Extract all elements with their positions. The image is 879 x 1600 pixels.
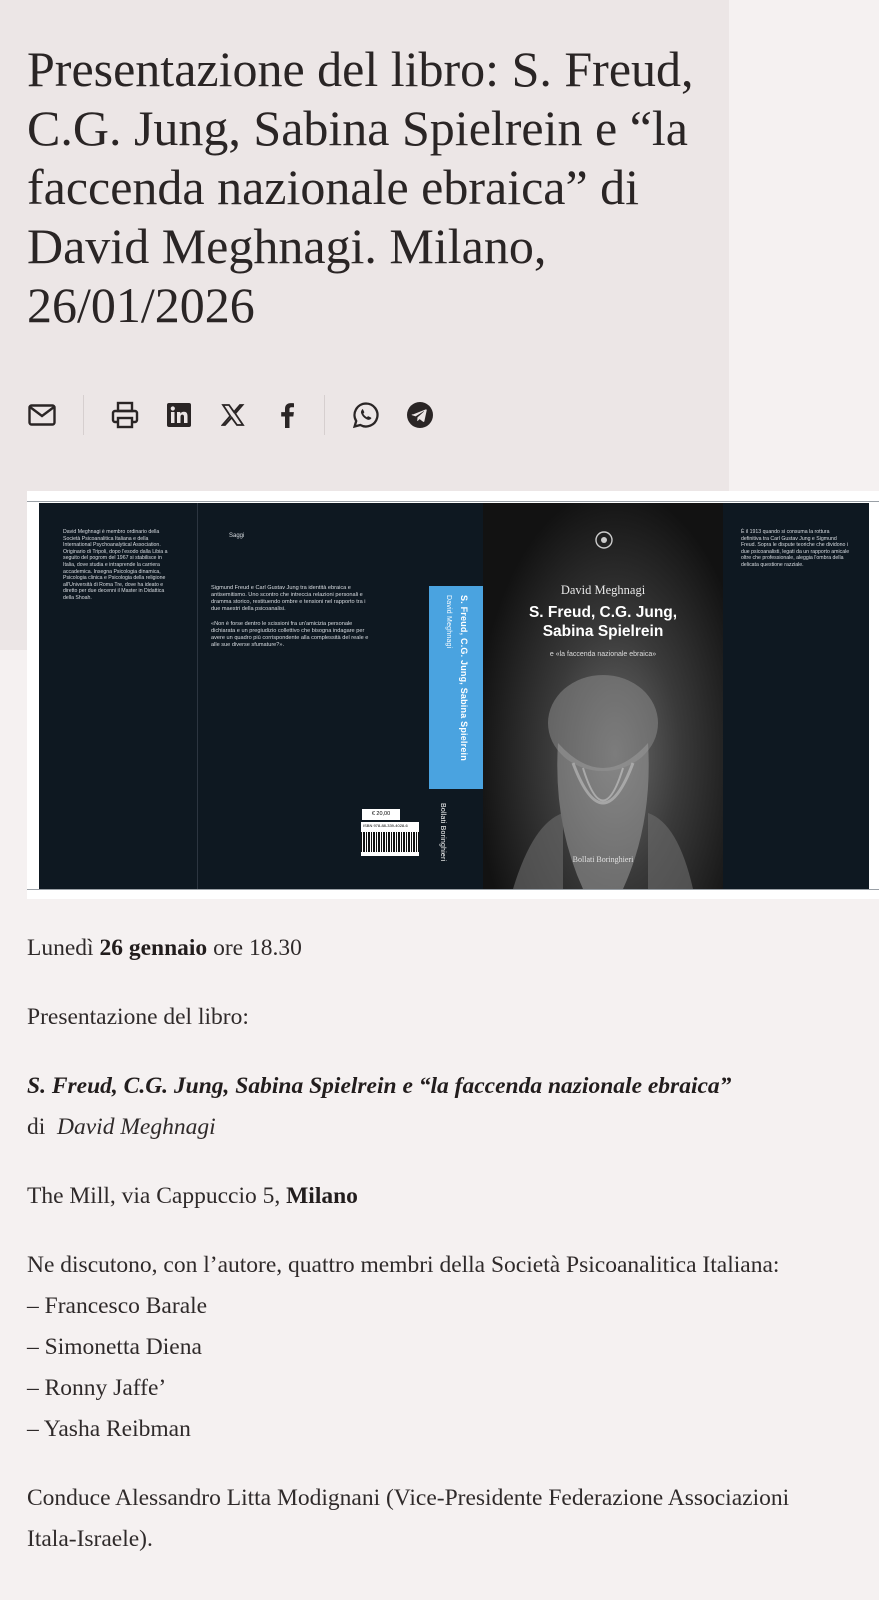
print-icon[interactable] [110, 400, 140, 430]
book-cover-spread [39, 503, 869, 889]
spine-publisher: Bollati Boringhieri [439, 803, 446, 862]
price-label: € 20,00 [362, 809, 400, 820]
speaker-item: – Yasha Reibman [27, 1416, 191, 1442]
mail-icon[interactable] [27, 400, 57, 430]
front-cover [483, 503, 723, 889]
right-flap-text: È il 1913 quando si consuma la rottura definitiva tra Carl Gustav Jung e Sigmund Freud. Sopra le dispute teoriche che dividono i due psicoanalisti, legati da un rapporto amicale oltre che professionale, aleggia l'ombra della delicata questione razziale. [741, 529, 850, 568]
page-title: Presentazione del libro: S. Freud, C.G. Jung, Sabina Spielrein e “la faccenda nazionale ebraica” di David Meghnagi. Milano, 26/01/2026 [27, 41, 694, 333]
event-venue [27, 1176, 879, 1217]
moderator-line: Conduce Alessandro Litta Modignani (Vice-Presidente Federazione Associazioni [27, 1485, 790, 1511]
isbn-text: ISBN 978-88-339-4028-6 [363, 823, 408, 828]
spine-author: David Meghnagi [445, 595, 452, 649]
event-book-title [27, 1066, 879, 1107]
spine-title: S. Freud, C.G. Jung, Sabina Spielrein [459, 595, 469, 761]
divider [83, 395, 84, 435]
cover-subtitle: e «la faccenda nazionale ebraica» [549, 651, 657, 658]
cover-author: David Meghnagi [560, 583, 646, 597]
share-bar [27, 394, 435, 436]
book-author: David Meghnagi [57, 1114, 216, 1140]
speaker-item: – Francesco Barale [27, 1293, 208, 1319]
series-label: Saggi [229, 533, 245, 539]
cover-publisher: Bollati Boringhieri [572, 855, 634, 864]
venue-address: The Mill, via Cappuccio 5, [27, 1183, 281, 1209]
x-icon[interactable] [218, 400, 248, 430]
discussion-intro: Ne discutono, con l’autore, quattro membri della Società Psicoanalitica Italiana: [27, 1252, 780, 1278]
event-day: Lunedì [27, 935, 94, 961]
speaker-item: – Simonetta Diena [27, 1334, 202, 1360]
whatsapp-icon[interactable] [351, 400, 381, 430]
cover-title-line1: S. Freud, C.G. Jung, [528, 604, 678, 621]
event-book-author [27, 1107, 879, 1148]
publisher-logo-icon [595, 531, 613, 549]
book-cover-image [27, 491, 879, 899]
cover-title [483, 603, 723, 641]
by-label: di [27, 1114, 46, 1140]
book-title: S. Freud, C.G. Jung, Sabina Spielrein e “la faccenda nazionale ebraica” [27, 1073, 732, 1099]
facebook-icon[interactable] [272, 400, 302, 430]
venue-city: Milano [286, 1183, 358, 1209]
event-date: 26 gennaio [99, 935, 208, 961]
moderator-line-2: Itala-Israele). [27, 1526, 153, 1552]
back-cover-text: Sigmund Freud e Carl Gustav Jung tra identità ebraica e antisemitismo. Uno scontro che intreccia relazioni personali e dramma storico, restituendo ombre e tensioni nel rapporto tra i due maestri della psicoanalisi. [211, 585, 366, 612]
telegram-icon[interactable] [405, 400, 435, 430]
speaker-item: – Ronny Jaffe’ [27, 1375, 167, 1401]
divider [324, 395, 325, 435]
left-flap-text: David Meghnagi è membro ordinario della Società Psicoanalitica Italiana e della International Psychoanalytical Association. Originario di Tripoli, dopo l'esodo dalla Libia a seguito del pogrom del 1967 si stabilisce in Italia, dove studia e intraprende la carriera accademica. Insegna Psicologia dinamica, Psicologia clinica e Psicologia della religione all'Università di Roma Tre, dove ha ideato e diretto per due decenni il Master in Didattica della Shoah. [63, 529, 168, 601]
cover-title-line2: Sabina Spielrein [542, 623, 664, 640]
event-intro: Presentazione del libro: [27, 1004, 249, 1030]
event-datetime [27, 928, 879, 969]
barcode [361, 822, 419, 856]
back-cover-quote: «Non è forse dentro le scissioni fra un'amicizia personale dichiarata e un pregiudizio collettivo che bisogna indagare per avere un quadro più corrispondente alla complessità del reale e alle sue diverse sfumature?». [211, 621, 369, 648]
event-time: ore 18.30 [213, 935, 302, 961]
linkedin-icon[interactable] [164, 400, 194, 430]
